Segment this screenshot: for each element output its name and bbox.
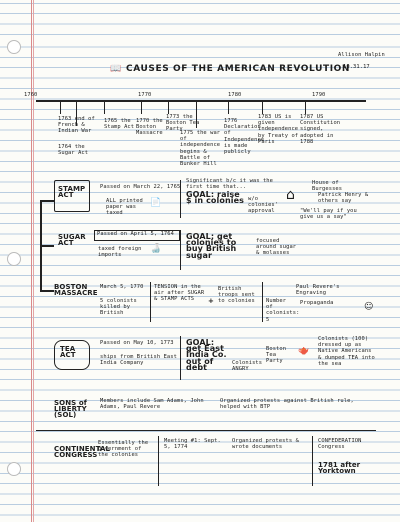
tea-act-label: TEA ACT (60, 345, 76, 360)
margin-line (31, 0, 32, 522)
margin-line-inner (33, 0, 34, 522)
book-icon: 📖 (110, 64, 122, 74)
massacre-number: Number of colonists: 5 (266, 298, 300, 323)
page-title: CAUSES OF THE AMERICAN REVOLUTION (126, 64, 351, 74)
stamp-passed: Passed on March 22, 1765 (100, 184, 181, 190)
stamp-goal: GOAL: raise $ in colonies (186, 190, 244, 206)
tea-divider (180, 336, 181, 380)
binder-hole-bottom (7, 462, 21, 476)
stamp-house-burgesses: House of Burgesses (312, 180, 343, 193)
massacre-date: March 5, 1770 (100, 284, 144, 290)
congress-year: 1781 after Yorktown (318, 461, 361, 476)
event-1773: 1773 the Boston Tea Party (166, 114, 200, 133)
congress-confederation: CONFEDERATION Congress (318, 438, 362, 451)
sugar-act-label: SUGAR ACT (58, 233, 86, 248)
sons-members: Members include Sam Adams, John Adams, Paul Revere (100, 398, 204, 411)
congress-organized: Organized protests & wrote documents (232, 438, 299, 451)
congress-label: CONTINENTAL CONGRESS (54, 445, 111, 460)
massacre-divider-2 (262, 282, 263, 322)
stamp-significant: Significant b/c it was the first time that... (186, 178, 273, 191)
sugar-taxed: taxed foreign imports (98, 246, 142, 259)
tick-1773 (168, 100, 169, 114)
event-1770: 1770 the Boston Massacre (136, 118, 163, 137)
massacre-propaganda: Propaganda (300, 300, 334, 306)
plus-sign: + (208, 297, 214, 305)
smiley-icon: ☺ (364, 302, 374, 312)
binder-hole-top (7, 40, 21, 54)
event-1776: 1776 Declaration of Independence is made publicly (224, 118, 265, 156)
tick-1765 (104, 100, 105, 114)
note-date: 10.31.17 (343, 64, 370, 70)
sugar-focused: focused around sugar & molasses (256, 238, 297, 257)
teapot-icon: 🫖 (298, 346, 310, 356)
massacre-divider (150, 282, 151, 322)
sons-notes: Organized protests against British rule, helped with BTP (220, 398, 354, 411)
tick-1763 (60, 100, 61, 114)
stamp-all-taxed: ALL printed paper was taxed (106, 198, 143, 217)
year-1760: 1760 (24, 92, 38, 98)
sugar-passed: Passed on April 5, 1764 (97, 231, 174, 237)
congress-desc: Essentially the government of the colonies (98, 440, 149, 459)
stamp-henry: Patrick Henry & others say (318, 192, 369, 205)
house-icon: ⌂ (286, 187, 295, 203)
event-1765: 1765 the Stamp Act (104, 118, 135, 131)
tea-angry: Colonists ANGRY (232, 360, 263, 373)
paper-stack-icon: 📄 (150, 198, 162, 208)
event-1787: 1787 US Constitution signed, adopted in 1788 (300, 114, 341, 145)
sugar-divider (180, 230, 181, 270)
event-1764: 1764 the Sugar Act (58, 144, 89, 157)
bracket-arm-massacre (40, 290, 54, 292)
event-1775: 1775 the war of independence begins & Battle of Bunker Hill (180, 130, 221, 168)
congress-divider (158, 436, 159, 486)
tick-1770 (141, 100, 142, 114)
year-1770: 1770 (138, 92, 152, 98)
massacre-british-troops: British troops sent to colonies (218, 286, 255, 305)
congress-top-rule (36, 430, 376, 431)
massacre-label: BOSTON MASSACRE (54, 283, 98, 298)
massacre-revere: Paul Revere's Engraving (296, 284, 340, 297)
event-1763: 1763 end of French & Indian War (58, 116, 95, 135)
tick-1776 (228, 100, 229, 114)
massacre-tension: TENSION in the air after SUGAR & STAMP ACTS (154, 284, 205, 303)
sugar-goal: GOAL: get colonies to buy British sugar (186, 232, 237, 260)
congress-divider-2 (312, 436, 313, 486)
tick-1787 (305, 100, 306, 114)
year-1780: 1780 (228, 92, 242, 98)
bracket-arm-stamp (40, 200, 54, 202)
tea-goal: GOAL: get East India Co. out of debt (186, 338, 227, 372)
year-1790: 1790 (312, 92, 326, 98)
tea-passed: Passed on May 10, 1773 (100, 340, 174, 346)
stamp-act-label: STAMP ACT (58, 185, 86, 200)
event-1783: 1783 US is given independence by Treaty of Paris (258, 114, 299, 145)
stamp-divider (180, 180, 181, 218)
congress-first: Meeting #1: Sept. 5, 1774 (164, 438, 221, 451)
author-name: Allison Halpin (338, 52, 385, 58)
tea-result: Colonists (100) dressed up as Native Americans & dumped TEA into the sea (318, 336, 375, 367)
binder-hole-middle (7, 252, 21, 266)
bottle-icon: 🍶 (150, 244, 162, 254)
stamp-quote: "We'll pay if you give us a say" (300, 208, 357, 221)
timeline-axis (36, 100, 366, 102)
massacre-colonists: 5 colonists killed by British (100, 298, 137, 317)
stamp-without-approval: w/o colonies' approval (248, 196, 279, 215)
sons-label: SONS of LIBERTY (SOL) (54, 399, 87, 420)
bracket-arm-sugar (40, 245, 54, 247)
tick-1783 (262, 100, 263, 114)
tea-ships: ships from British East India Company (100, 354, 177, 367)
tea-party: Boston Tea Party (266, 346, 287, 365)
